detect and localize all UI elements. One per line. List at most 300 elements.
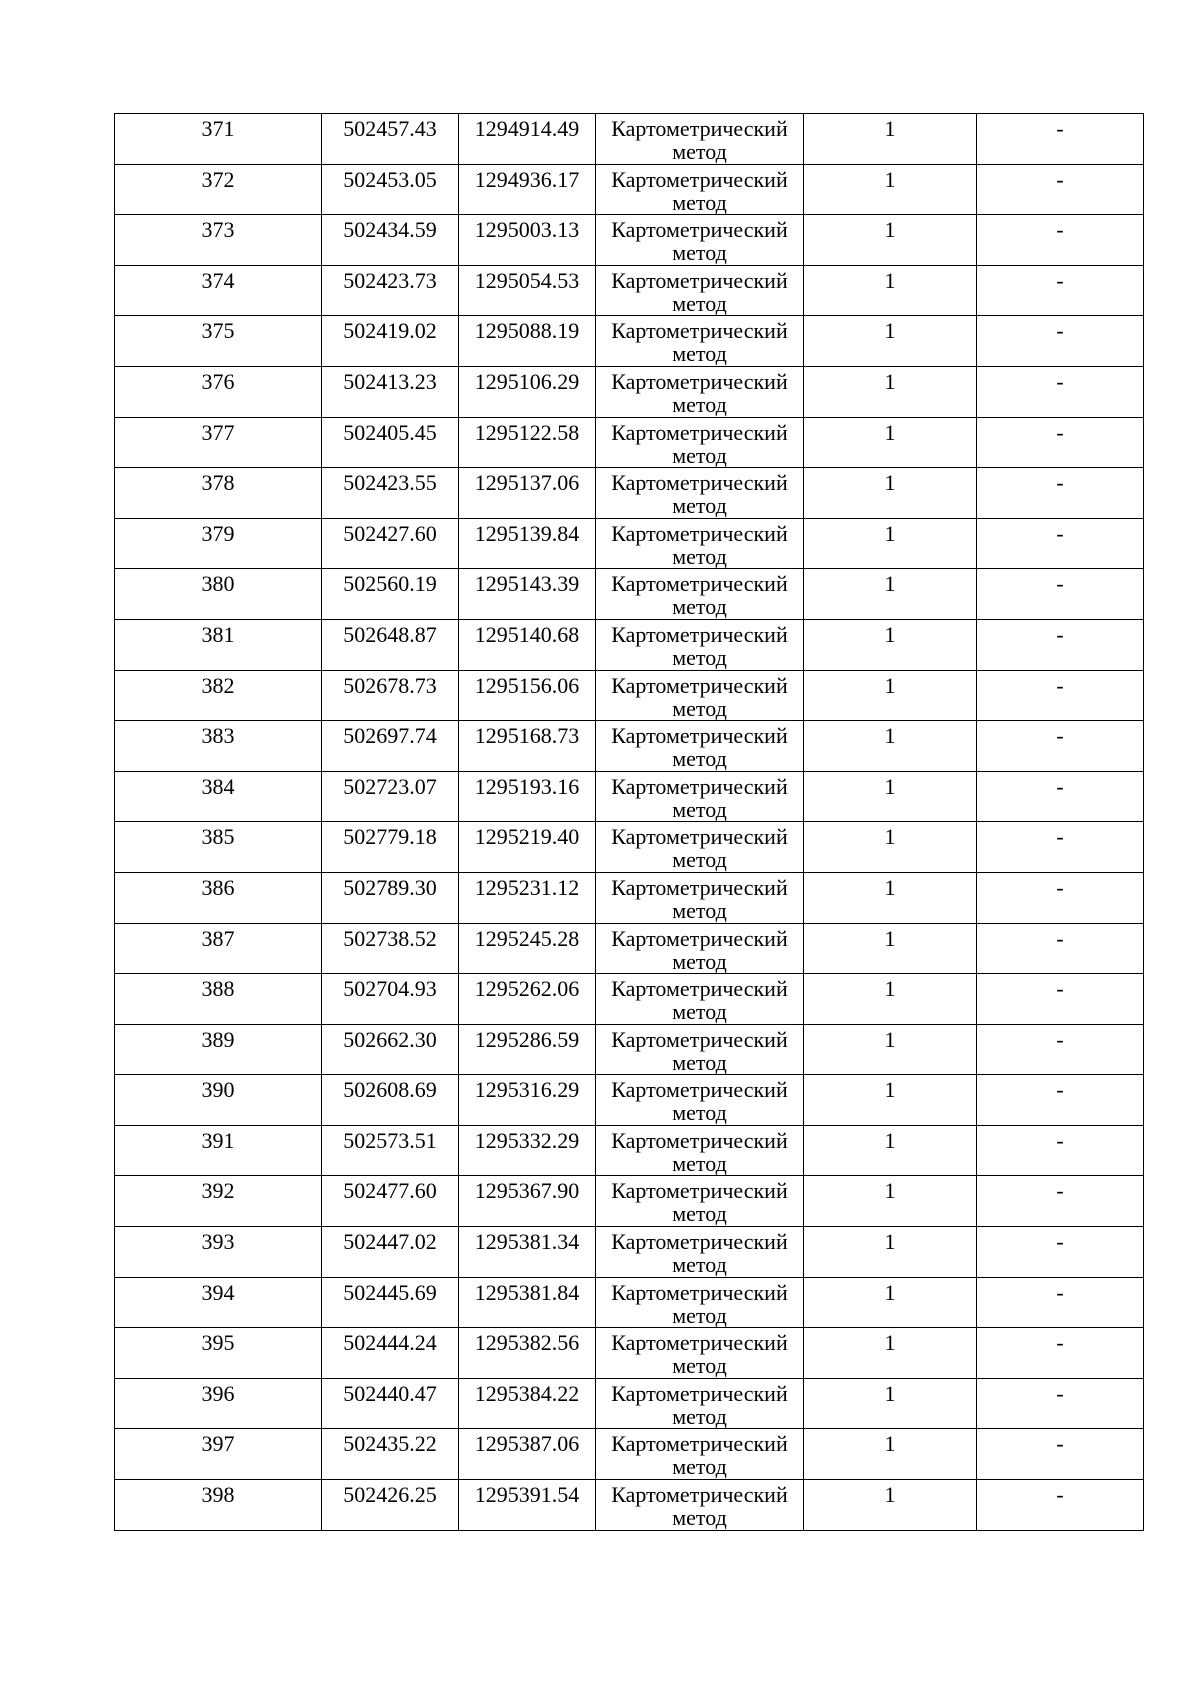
y-coordinate-cell [459, 316, 596, 367]
point-number-cell-text: 396 [201, 1380, 235, 1406]
note-cell [977, 771, 1144, 822]
method-cell-text: Картометрический метод [611, 1279, 788, 1328]
y-coordinate-cell [459, 468, 596, 519]
x-coordinate-cell [322, 569, 459, 620]
accuracy-cell-text: 1 [884, 824, 896, 850]
point-number-cell [115, 1277, 322, 1328]
table-row [115, 468, 1144, 519]
y-coordinate-cell [459, 164, 596, 215]
note-cell [977, 215, 1144, 266]
x-coordinate-cell-text: 502560.19 [343, 571, 437, 597]
x-coordinate-cell [322, 468, 459, 519]
y-coordinate-cell [459, 114, 596, 165]
y-coordinate-cell-text: 1295387.06 [474, 1431, 580, 1457]
y-coordinate-cell [459, 1378, 596, 1429]
note-cell [977, 1328, 1144, 1379]
method-cell-text: Картометрический метод [611, 925, 788, 974]
y-coordinate-cell-text: 1295384.22 [474, 1380, 580, 1406]
method-cell [596, 1227, 804, 1278]
point-number-cell [115, 265, 322, 316]
y-coordinate-cell-text: 1295139.84 [474, 520, 580, 546]
y-coordinate-cell [459, 215, 596, 266]
x-coordinate-cell-text: 502648.87 [343, 621, 437, 647]
point-number-cell [115, 215, 322, 266]
accuracy-cell [804, 1429, 977, 1480]
method-cell-text: Картометрический метод [611, 1431, 788, 1480]
x-coordinate-cell-text: 502413.23 [343, 368, 437, 394]
table-row [115, 1125, 1144, 1176]
accuracy-cell [804, 1176, 977, 1227]
method-cell-text: Картометрический метод [611, 621, 788, 670]
x-coordinate-cell [322, 1328, 459, 1379]
x-coordinate-cell [322, 518, 459, 569]
x-coordinate-cell [322, 1480, 459, 1531]
accuracy-cell [804, 974, 977, 1025]
note-cell-text: - [1056, 672, 1064, 698]
method-cell-text: Картометрический метод [611, 470, 788, 519]
point-number-cell-text: 380 [201, 571, 235, 597]
method-cell [596, 1429, 804, 1480]
x-coordinate-cell-text: 502662.30 [343, 1026, 437, 1052]
accuracy-cell [804, 1125, 977, 1176]
x-coordinate-cell [322, 1227, 459, 1278]
y-coordinate-cell-text: 1295391.54 [474, 1482, 580, 1508]
accuracy-cell-text: 1 [884, 1127, 896, 1153]
method-cell-text: Картометрический метод [611, 1482, 788, 1531]
note-cell [977, 265, 1144, 316]
accuracy-cell-text: 1 [884, 1431, 896, 1457]
method-cell-text: Картометрический метод [611, 1380, 788, 1429]
table-row [115, 569, 1144, 620]
table-row [115, 721, 1144, 772]
method-cell [596, 215, 804, 266]
x-coordinate-cell [322, 872, 459, 923]
accuracy-cell [804, 822, 977, 873]
note-cell-text: - [1056, 1178, 1064, 1204]
point-number-cell-text: 382 [201, 672, 235, 698]
x-coordinate-cell [322, 1277, 459, 1328]
method-cell [596, 1075, 804, 1126]
y-coordinate-cell [459, 771, 596, 822]
point-number-cell-text: 371 [201, 116, 235, 141]
note-cell-text: - [1056, 1127, 1064, 1153]
x-coordinate-cell-text: 502444.24 [343, 1330, 437, 1356]
point-number-cell [115, 1429, 322, 1480]
method-cell-text: Картометрический метод [611, 217, 788, 266]
y-coordinate-cell-text: 1295003.13 [474, 217, 580, 243]
x-coordinate-cell [322, 1024, 459, 1075]
note-cell-text: - [1056, 318, 1064, 344]
point-number-cell [115, 366, 322, 417]
x-coordinate-cell [322, 417, 459, 468]
method-cell-text: Картометрический метод [611, 874, 788, 923]
y-coordinate-cell-text: 1295231.12 [474, 874, 580, 900]
accuracy-cell [804, 670, 977, 721]
y-coordinate-cell-text: 1295382.56 [474, 1330, 580, 1356]
method-cell-text: Картометрический метод [611, 1077, 788, 1126]
accuracy-cell [804, 872, 977, 923]
accuracy-cell-text: 1 [884, 723, 896, 749]
note-cell [977, 366, 1144, 417]
note-cell-text: - [1056, 925, 1064, 951]
x-coordinate-cell [322, 670, 459, 721]
x-coordinate-cell-text: 502435.22 [343, 1431, 437, 1457]
point-number-cell [115, 468, 322, 519]
x-coordinate-cell [322, 366, 459, 417]
method-cell-text: Картометрический метод [611, 318, 788, 367]
point-number-cell [115, 1075, 322, 1126]
accuracy-cell-text: 1 [884, 1077, 896, 1103]
y-coordinate-cell-text: 1295054.53 [474, 267, 580, 293]
accuracy-cell [804, 265, 977, 316]
table-row [115, 265, 1144, 316]
note-cell [977, 822, 1144, 873]
point-number-cell [115, 417, 322, 468]
point-number-cell-text: 373 [201, 217, 235, 243]
point-number-cell-text: 377 [201, 419, 235, 445]
table-row [115, 822, 1144, 873]
y-coordinate-cell [459, 1227, 596, 1278]
accuracy-cell [804, 1277, 977, 1328]
y-coordinate-cell-text: 1295367.90 [474, 1178, 580, 1204]
y-coordinate-cell [459, 518, 596, 569]
method-cell [596, 872, 804, 923]
note-cell [977, 619, 1144, 670]
table-row [115, 872, 1144, 923]
point-number-cell [115, 114, 322, 165]
note-cell-text: - [1056, 1431, 1064, 1457]
table-row [115, 316, 1144, 367]
y-coordinate-cell [459, 417, 596, 468]
y-coordinate-cell-text: 1295168.73 [474, 723, 580, 749]
point-number-cell-text: 394 [201, 1279, 235, 1305]
accuracy-cell-text: 1 [884, 419, 896, 445]
method-cell-text: Картометрический метод [611, 976, 788, 1025]
x-coordinate-cell-text: 502457.43 [343, 116, 437, 141]
point-number-cell [115, 923, 322, 974]
x-coordinate-cell [322, 1176, 459, 1227]
method-cell [596, 670, 804, 721]
accuracy-cell [804, 417, 977, 468]
x-coordinate-cell-text: 502423.55 [343, 470, 437, 496]
table-row [115, 1480, 1144, 1531]
point-number-cell [115, 1125, 322, 1176]
point-number-cell-text: 391 [201, 1127, 235, 1153]
note-cell-text: - [1056, 419, 1064, 445]
accuracy-cell-text: 1 [884, 1229, 896, 1255]
table-row [115, 215, 1144, 266]
method-cell [596, 468, 804, 519]
point-number-cell-text: 395 [201, 1330, 235, 1356]
note-cell [977, 721, 1144, 772]
y-coordinate-cell [459, 670, 596, 721]
point-number-cell-text: 398 [201, 1482, 235, 1508]
point-number-cell-text: 379 [201, 520, 235, 546]
accuracy-cell-text: 1 [884, 116, 896, 141]
accuracy-cell-text: 1 [884, 571, 896, 597]
x-coordinate-cell [322, 771, 459, 822]
point-number-cell-text: 376 [201, 368, 235, 394]
method-cell [596, 1328, 804, 1379]
x-coordinate-cell [322, 215, 459, 266]
note-cell-text: - [1056, 1279, 1064, 1305]
y-coordinate-cell-text: 1295381.34 [474, 1229, 580, 1255]
x-coordinate-cell [322, 974, 459, 1025]
y-coordinate-cell-text: 1295106.29 [474, 368, 580, 394]
method-cell [596, 265, 804, 316]
accuracy-cell [804, 316, 977, 367]
y-coordinate-cell-text: 1295193.16 [474, 773, 580, 799]
point-number-cell [115, 771, 322, 822]
y-coordinate-cell-text: 1295262.06 [474, 976, 580, 1002]
y-coordinate-cell-text: 1294936.17 [474, 166, 580, 192]
x-coordinate-cell-text: 502477.60 [343, 1178, 437, 1204]
x-coordinate-cell-text: 502704.93 [343, 976, 437, 1002]
note-cell-text: - [1056, 874, 1064, 900]
note-cell [977, 1227, 1144, 1278]
x-coordinate-cell-text: 502426.25 [343, 1482, 437, 1508]
table-row [115, 1024, 1144, 1075]
accuracy-cell-text: 1 [884, 621, 896, 647]
point-number-cell-text: 378 [201, 470, 235, 496]
y-coordinate-cell-text: 1295316.29 [474, 1077, 580, 1103]
y-coordinate-cell [459, 1480, 596, 1531]
point-number-cell [115, 974, 322, 1025]
method-cell-text: Картометрический метод [611, 1178, 788, 1227]
x-coordinate-cell-text: 502678.73 [343, 672, 437, 698]
note-cell-text: - [1056, 1077, 1064, 1103]
accuracy-cell-text: 1 [884, 217, 896, 243]
method-cell [596, 316, 804, 367]
y-coordinate-cell-text: 1295286.59 [474, 1026, 580, 1052]
y-coordinate-cell-text: 1295143.39 [474, 571, 580, 597]
accuracy-cell [804, 1378, 977, 1429]
point-number-cell [115, 518, 322, 569]
point-number-cell [115, 619, 322, 670]
point-number-cell-text: 386 [201, 874, 235, 900]
method-cell-text: Картометрический метод [611, 419, 788, 468]
point-number-cell-text: 372 [201, 166, 235, 192]
accuracy-cell-text: 1 [884, 1330, 896, 1356]
note-cell [977, 1024, 1144, 1075]
coordinates-table [114, 113, 1144, 1531]
point-number-cell-text: 375 [201, 318, 235, 344]
y-coordinate-cell [459, 1024, 596, 1075]
method-cell-text: Картометрический метод [611, 1330, 788, 1379]
point-number-cell-text: 387 [201, 925, 235, 951]
accuracy-cell [804, 771, 977, 822]
y-coordinate-cell [459, 974, 596, 1025]
y-coordinate-cell [459, 1125, 596, 1176]
method-cell-text: Картометрический метод [611, 773, 788, 822]
y-coordinate-cell-text: 1295332.29 [474, 1127, 580, 1153]
accuracy-cell-text: 1 [884, 1380, 896, 1406]
point-number-cell [115, 1378, 322, 1429]
note-cell-text: - [1056, 1482, 1064, 1508]
x-coordinate-cell [322, 721, 459, 772]
note-cell [977, 670, 1144, 721]
point-number-cell [115, 164, 322, 215]
accuracy-cell-text: 1 [884, 318, 896, 344]
y-coordinate-cell [459, 1075, 596, 1126]
accuracy-cell [804, 923, 977, 974]
note-cell [977, 114, 1144, 165]
coordinates-table-body [115, 114, 1144, 1531]
method-cell [596, 721, 804, 772]
note-cell-text: - [1056, 166, 1064, 192]
point-number-cell-text: 374 [201, 267, 235, 293]
point-number-cell-text: 385 [201, 824, 235, 850]
point-number-cell-text: 384 [201, 773, 235, 799]
x-coordinate-cell-text: 502405.45 [343, 419, 437, 445]
point-number-cell-text: 393 [201, 1229, 235, 1255]
method-cell [596, 1024, 804, 1075]
note-cell-text: - [1056, 520, 1064, 546]
method-cell-text: Картометрический метод [611, 1127, 788, 1176]
accuracy-cell [804, 619, 977, 670]
method-cell-text: Картометрический метод [611, 1229, 788, 1278]
accuracy-cell [804, 114, 977, 165]
accuracy-cell-text: 1 [884, 672, 896, 698]
table-row [115, 417, 1144, 468]
table-row [115, 1277, 1144, 1328]
note-cell-text: - [1056, 116, 1064, 141]
note-cell-text: - [1056, 1026, 1064, 1052]
y-coordinate-cell-text: 1294914.49 [474, 116, 580, 141]
x-coordinate-cell [322, 164, 459, 215]
y-coordinate-cell [459, 569, 596, 620]
x-coordinate-cell-text: 502738.52 [343, 925, 437, 951]
method-cell [596, 1277, 804, 1328]
x-coordinate-cell-text: 502423.73 [343, 267, 437, 293]
y-coordinate-cell-text: 1295381.84 [474, 1279, 580, 1305]
accuracy-cell [804, 569, 977, 620]
note-cell [977, 1429, 1144, 1480]
accuracy-cell-text: 1 [884, 520, 896, 546]
y-coordinate-cell-text: 1295122.58 [474, 419, 580, 445]
note-cell-text: - [1056, 267, 1064, 293]
note-cell [977, 417, 1144, 468]
method-cell [596, 1125, 804, 1176]
accuracy-cell-text: 1 [884, 773, 896, 799]
note-cell [977, 1378, 1144, 1429]
accuracy-cell-text: 1 [884, 470, 896, 496]
note-cell [977, 316, 1144, 367]
x-coordinate-cell [322, 923, 459, 974]
point-number-cell [115, 1227, 322, 1278]
note-cell-text: - [1056, 217, 1064, 243]
method-cell [596, 518, 804, 569]
accuracy-cell [804, 1480, 977, 1531]
x-coordinate-cell [322, 265, 459, 316]
x-coordinate-cell-text: 502573.51 [343, 1127, 437, 1153]
accuracy-cell [804, 1024, 977, 1075]
table-row [115, 974, 1144, 1025]
accuracy-cell [804, 215, 977, 266]
y-coordinate-cell [459, 1328, 596, 1379]
method-cell-text: Картометрический метод [611, 723, 788, 772]
note-cell-text: - [1056, 1330, 1064, 1356]
method-cell-text: Картометрический метод [611, 166, 788, 215]
y-coordinate-cell-text: 1295156.06 [474, 672, 580, 698]
method-cell [596, 619, 804, 670]
method-cell [596, 771, 804, 822]
accuracy-cell [804, 1075, 977, 1126]
y-coordinate-cell-text: 1295140.68 [474, 621, 580, 647]
method-cell [596, 1378, 804, 1429]
point-number-cell [115, 1024, 322, 1075]
point-number-cell [115, 872, 322, 923]
accuracy-cell-text: 1 [884, 874, 896, 900]
x-coordinate-cell-text: 502419.02 [343, 318, 437, 344]
table-row [115, 1227, 1144, 1278]
note-cell [977, 1480, 1144, 1531]
method-cell-text: Картометрический метод [611, 520, 788, 569]
y-coordinate-cell [459, 721, 596, 772]
y-coordinate-cell-text: 1295245.28 [474, 925, 580, 951]
point-number-cell-text: 381 [201, 621, 235, 647]
method-cell [596, 822, 804, 873]
x-coordinate-cell [322, 1378, 459, 1429]
accuracy-cell [804, 1328, 977, 1379]
y-coordinate-cell [459, 1277, 596, 1328]
y-coordinate-cell [459, 923, 596, 974]
accuracy-cell [804, 1227, 977, 1278]
method-cell [596, 974, 804, 1025]
note-cell [977, 1176, 1144, 1227]
note-cell-text: - [1056, 824, 1064, 850]
x-coordinate-cell-text: 502447.02 [343, 1229, 437, 1255]
y-coordinate-cell [459, 366, 596, 417]
method-cell-text: Картометрический метод [611, 267, 788, 316]
table-row [115, 164, 1144, 215]
table-row [115, 670, 1144, 721]
table-row [115, 114, 1144, 165]
note-cell [977, 974, 1144, 1025]
point-number-cell [115, 670, 322, 721]
table-row [115, 619, 1144, 670]
method-cell [596, 569, 804, 620]
table-row [115, 1429, 1144, 1480]
y-coordinate-cell [459, 1176, 596, 1227]
point-number-cell-text: 392 [201, 1178, 235, 1204]
method-cell-text: Картометрический метод [611, 116, 788, 164]
point-number-cell-text: 388 [201, 976, 235, 1002]
accuracy-cell-text: 1 [884, 368, 896, 394]
point-number-cell [115, 1480, 322, 1531]
method-cell [596, 1480, 804, 1531]
note-cell [977, 872, 1144, 923]
note-cell [977, 1075, 1144, 1126]
x-coordinate-cell [322, 619, 459, 670]
method-cell-text: Картометрический метод [611, 672, 788, 721]
note-cell-text: - [1056, 773, 1064, 799]
point-number-cell [115, 721, 322, 772]
method-cell-text: Картометрический метод [611, 368, 788, 417]
note-cell [977, 1277, 1144, 1328]
method-cell-text: Картометрический метод [611, 1026, 788, 1075]
method-cell [596, 1176, 804, 1227]
note-cell [977, 923, 1144, 974]
x-coordinate-cell [322, 316, 459, 367]
method-cell-text: Картометрический метод [611, 571, 788, 620]
x-coordinate-cell [322, 1125, 459, 1176]
note-cell-text: - [1056, 1229, 1064, 1255]
accuracy-cell-text: 1 [884, 1026, 896, 1052]
y-coordinate-cell [459, 822, 596, 873]
point-number-cell [115, 1328, 322, 1379]
x-coordinate-cell-text: 502453.05 [343, 166, 437, 192]
